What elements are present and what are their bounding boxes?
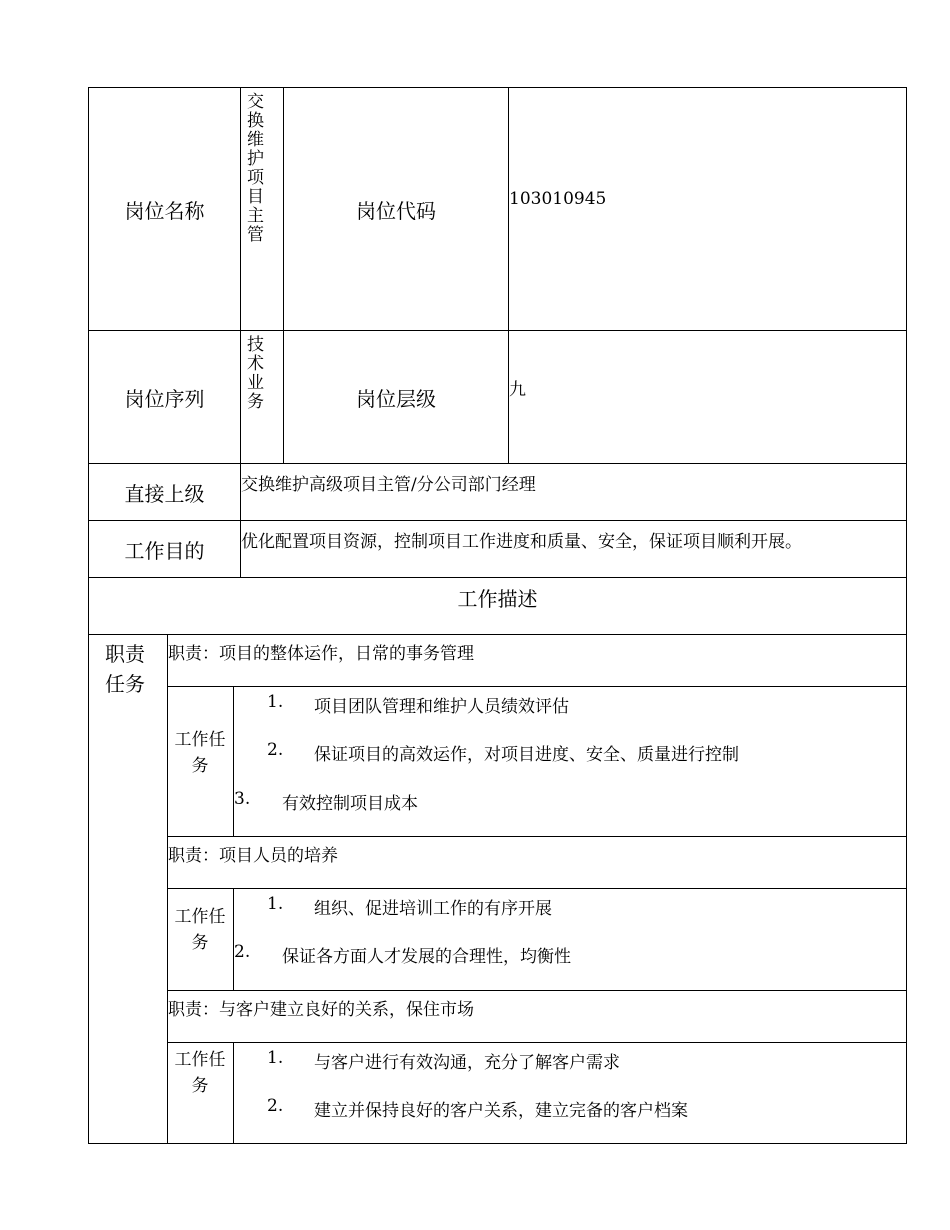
duty-1-tasks-cell	[233, 686, 907, 837]
duty-1-task-2-num: 2.	[267, 740, 284, 760]
code-value-cell	[508, 87, 907, 331]
level-value-cell	[508, 330, 907, 464]
name-label: 岗位名称	[124, 198, 205, 223]
name-value-cell	[240, 87, 284, 331]
duty-3-task-2-num: 2.	[267, 1096, 284, 1116]
duty-2-title-cell	[167, 836, 907, 889]
duty-3-title-cell	[167, 990, 907, 1043]
superior-label-cell	[88, 463, 241, 521]
duty-3-task-2-text: 建立并保持良好的客户关系，建立完备的客户档案	[314, 1101, 688, 1121]
duty-1-title: 职责：项目的整体运作，日常的事务管理	[168, 644, 474, 664]
seq-value: 技术业务	[243, 335, 263, 411]
duty-2-tasks-cell	[233, 888, 907, 991]
duty-3-task-label-cell	[167, 1042, 234, 1144]
level-label: 岗位层级	[356, 386, 436, 411]
duty-side-label: 职责任务	[105, 642, 145, 696]
code-label: 岗位代码	[356, 198, 436, 223]
superior-value: 交换维护高级项目主管/分公司部门经理	[241, 475, 536, 495]
duty-3-task-1-text: 与客户进行有效沟通，充分了解客户需求	[314, 1053, 620, 1073]
duty-1-task-2-text: 保证项目的高效运作，对项目进度、安全、质量进行控制	[314, 745, 739, 765]
superior-label: 直接上级	[124, 481, 205, 506]
duty-2-task-1-text: 组织、促进培训工作的有序开展	[314, 899, 552, 919]
duty-1-task-1-num: 1.	[267, 692, 284, 712]
level-value: 九	[509, 380, 526, 400]
description-title-cell	[88, 577, 907, 635]
duty-3-task-label: 工作任务	[174, 1050, 226, 1096]
duty-1-task-3-num: 3.	[234, 789, 251, 809]
purpose-label-cell	[88, 520, 241, 578]
seq-label-cell	[88, 330, 241, 464]
purpose-value: 优化配置项目资源，控制项目工作进度和质量、安全，保证项目顺利开展。	[241, 532, 802, 552]
duty-3-tasks-cell	[233, 1042, 907, 1144]
duty-3-title: 职责：与客户建立良好的关系，保住市场	[168, 1000, 474, 1020]
duty-1-task-label: 工作任务	[174, 730, 226, 776]
duty-2-task-1-num: 1.	[267, 894, 284, 914]
seq-value-cell	[240, 330, 284, 464]
name-value: 交换维护项目主管	[243, 92, 263, 244]
seq-label: 岗位序列	[124, 386, 205, 411]
purpose-value-cell	[240, 520, 907, 578]
duty-1-title-cell	[167, 634, 907, 687]
duty-1-task-1-text: 项目团队管理和维护人员绩效评估	[314, 697, 569, 717]
duty-2-task-2-text: 保证各方面人才发展的合理性，均衡性	[282, 947, 571, 967]
duty-3-task-1-num: 1.	[267, 1048, 284, 1068]
description-title: 工作描述	[457, 587, 538, 611]
duty-side-cell	[88, 634, 168, 1144]
purpose-label: 工作目的	[124, 538, 205, 563]
duty-2-task-label: 工作任务	[174, 907, 226, 953]
superior-value-cell	[240, 463, 907, 521]
name-label-cell	[88, 87, 241, 331]
duty-1-task-3-text: 有效控制项目成本	[282, 794, 418, 814]
code-label-cell	[283, 87, 509, 331]
duty-1-task-label-cell	[167, 686, 234, 837]
level-label-cell	[283, 330, 509, 464]
duty-2-task-label-cell	[167, 888, 234, 991]
duty-2-task-2-num: 2.	[234, 942, 251, 962]
code-value: 103010945	[509, 189, 607, 209]
duty-2-title: 职责：项目人员的培养	[168, 846, 338, 866]
